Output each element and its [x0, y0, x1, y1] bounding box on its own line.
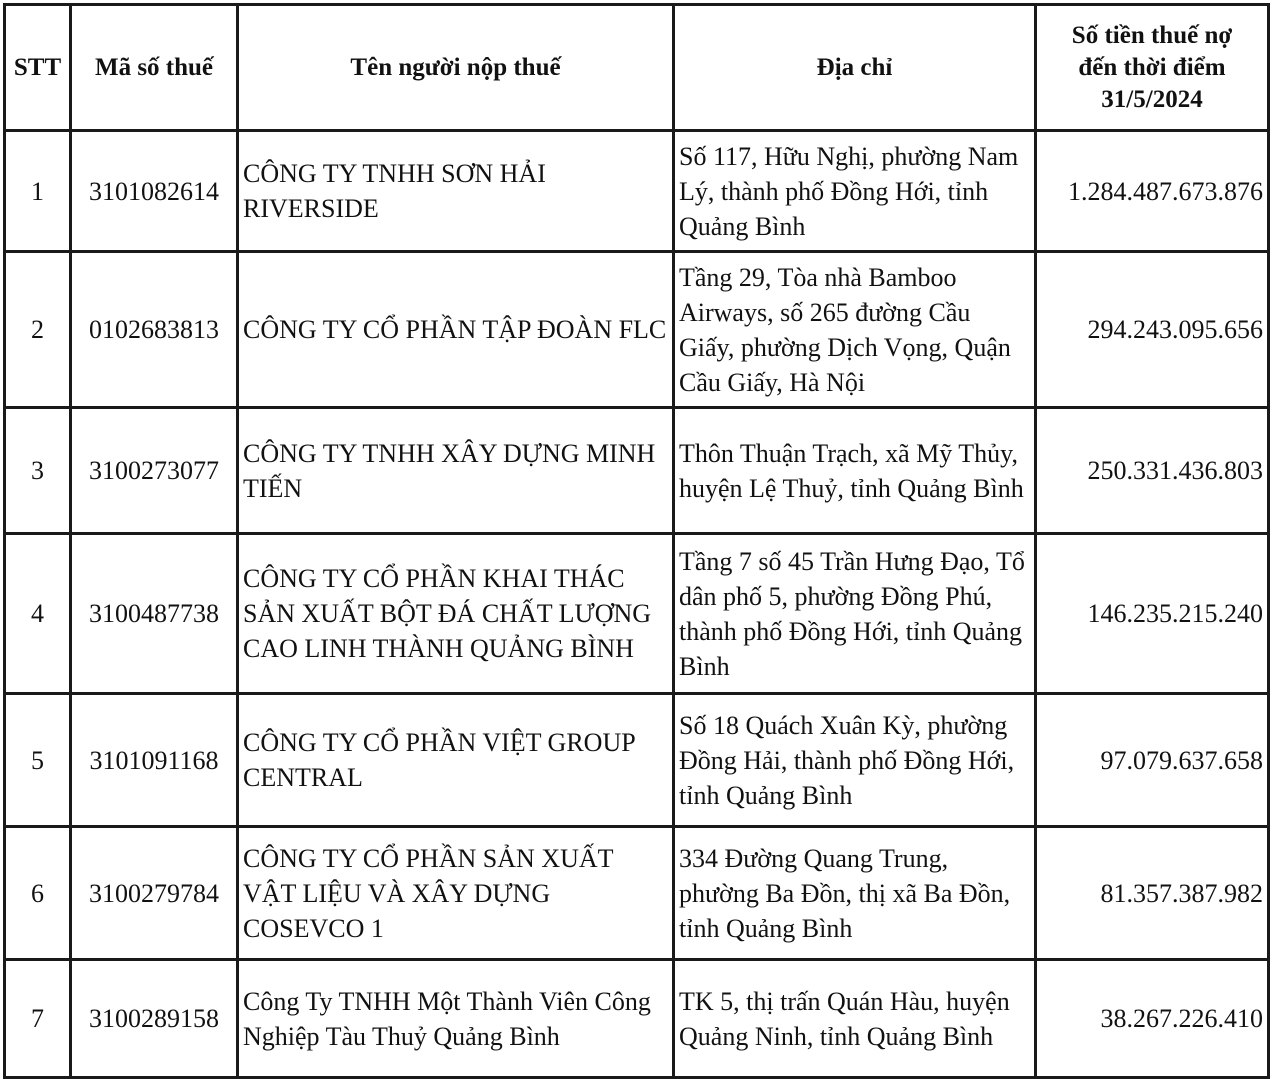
tax-debt-table — [3, 3, 1270, 1079]
row-tax-code: 3101091168 — [71, 694, 238, 827]
row-tax-code: 3100487738 — [71, 534, 238, 694]
row-taxpayer-name: CÔNG TY TNHH SƠN HẢI RIVERSIDE — [238, 131, 674, 252]
row-address: 334 Đường Quang Trung, phường Ba Đồn, thị xã Ba Đồn, tỉnh Quảng Bình — [674, 827, 1036, 960]
row-taxpayer-name: CÔNG TY CỔ PHẦN TẬP ĐOÀN FLC — [238, 252, 674, 408]
header-taxpayer-name: Tên người nộp thuế — [238, 5, 674, 131]
header-row — [5, 5, 1269, 131]
row-taxpayer-name: CÔNG TY TNHH XÂY DỰNG MINH TIẾN — [238, 408, 674, 534]
row-tax-code: 3100279784 — [71, 827, 238, 960]
row-taxpayer-name: CÔNG TY CỔ PHẦN VIỆT GROUP CENTRAL — [238, 694, 674, 827]
row-tax-code: 3100289158 — [71, 960, 238, 1078]
table-row — [5, 534, 1269, 694]
table-row — [5, 694, 1269, 827]
row-address: TK 5, thị trấn Quán Hàu, huyện Quảng Ninh, tỉnh Quảng Bình — [674, 960, 1036, 1078]
row-address: Thôn Thuận Trạch, xã Mỹ Thủy, huyện Lệ Thuỷ, tỉnh Quảng Bình — [674, 408, 1036, 534]
row-address: Số 117, Hữu Nghị, phường Nam Lý, thành phố Đồng Hới, tỉnh Quảng Bình — [674, 131, 1036, 252]
row-tax-debt-amount: 97.079.637.658 — [1036, 694, 1269, 827]
table-row — [5, 131, 1269, 252]
table-row — [5, 960, 1269, 1078]
row-tax-code: 3100273077 — [71, 408, 238, 534]
row-stt: 7 — [5, 960, 71, 1078]
row-taxpayer-name: Công Ty TNHH Một Thành Viên Công Nghiệp Tàu Thuỷ Quảng Bình — [238, 960, 674, 1078]
row-tax-code: 0102683813 — [71, 252, 238, 408]
row-stt: 5 — [5, 694, 71, 827]
table-row — [5, 408, 1269, 534]
row-stt: 1 — [5, 131, 71, 252]
row-tax-debt-amount: 146.235.215.240 — [1036, 534, 1269, 694]
row-taxpayer-name: CÔNG TY CỔ PHẦN KHAI THÁC SẢN XUẤT BỘT ĐÁ CHẤT LƯỢNG CAO LINH THÀNH QUẢNG BÌNH — [238, 534, 674, 694]
row-tax-debt-amount: 38.267.226.410 — [1036, 960, 1269, 1078]
row-tax-code: 3101082614 — [71, 131, 238, 252]
row-tax-debt-amount: 1.284.487.673.876 — [1036, 131, 1269, 252]
table-row — [5, 827, 1269, 960]
header-stt: STT — [5, 5, 71, 131]
header-tax-code: Mã số thuế — [71, 5, 238, 131]
row-stt: 3 — [5, 408, 71, 534]
header-address: Địa chỉ — [674, 5, 1036, 131]
table-row — [5, 252, 1269, 408]
row-taxpayer-name: CÔNG TY CỔ PHẦN SẢN XUẤT VẬT LIỆU VÀ XÂY DỰNG COSEVCO 1 — [238, 827, 674, 960]
row-tax-debt-amount: 81.357.387.982 — [1036, 827, 1269, 960]
row-stt: 4 — [5, 534, 71, 694]
row-address: Tầng 7 số 45 Trần Hưng Đạo, Tổ dân phố 5, phường Đồng Phú, thành phố Đồng Hới, tỉnh Quảng Bình — [674, 534, 1036, 694]
row-stt: 2 — [5, 252, 71, 408]
row-stt: 6 — [5, 827, 71, 960]
row-address: Số 18 Quách Xuân Kỳ, phường Đồng Hải, thành phố Đồng Hới, tỉnh Quảng Bình — [674, 694, 1036, 827]
header-tax-debt-amount: Số tiền thuế nợ đến thời điểm 31/5/2024 — [1036, 5, 1269, 131]
row-tax-debt-amount: 250.331.436.803 — [1036, 408, 1269, 534]
row-tax-debt-amount: 294.243.095.656 — [1036, 252, 1269, 408]
row-address: Tầng 29, Tòa nhà Bamboo Airways, số 265 đường Cầu Giấy, phường Dịch Vọng, Quận Cầu Giấy, Hà Nội — [674, 252, 1036, 408]
